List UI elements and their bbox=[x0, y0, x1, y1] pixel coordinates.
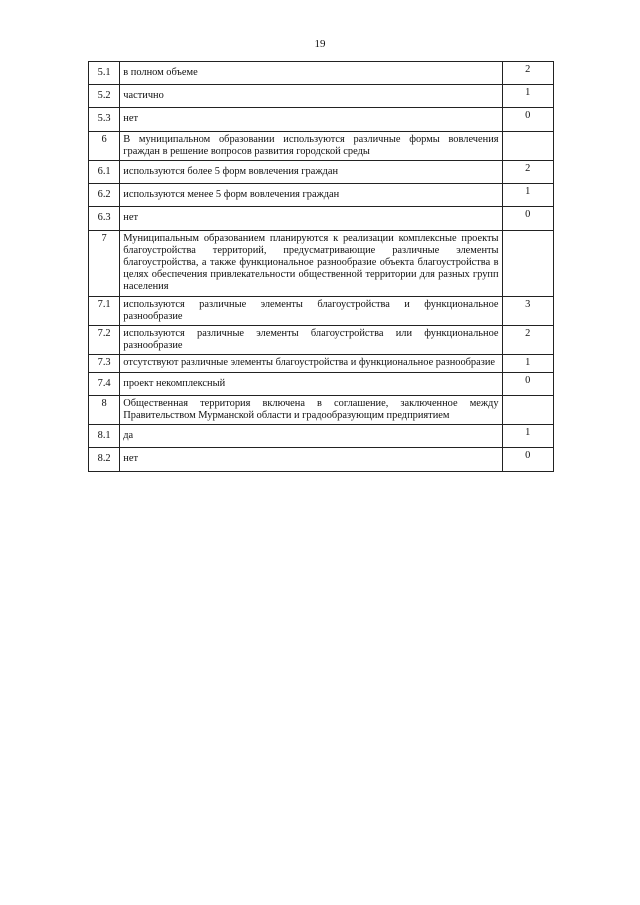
criteria-table bbox=[88, 61, 554, 472]
row-text: используются различные элементы благоустройства и функциональное разнообразие bbox=[120, 296, 502, 325]
row-number: 5.1 bbox=[89, 62, 120, 85]
row-text: Муниципальным образованием планируются к реализации комплексные проекты благоустройства территорий, предусматривающие различные элементы благоустройства, а также функциональное разнообразие объекта благоустройства в целях обеспечения привлекательности общественной территории для разных групп населения bbox=[120, 230, 502, 296]
row-score: 1 bbox=[502, 85, 553, 108]
row-score bbox=[502, 131, 553, 160]
table-row bbox=[89, 326, 554, 355]
row-text: в полном объеме bbox=[120, 62, 502, 85]
table-row bbox=[89, 161, 554, 184]
row-text: да bbox=[120, 425, 502, 448]
row-score bbox=[502, 230, 553, 296]
table-row bbox=[89, 62, 554, 85]
row-score: 3 bbox=[502, 296, 553, 325]
row-score: 2 bbox=[502, 161, 553, 184]
row-number: 7.4 bbox=[89, 372, 120, 395]
row-number: 6.1 bbox=[89, 161, 120, 184]
row-text: используются различные элементы благоустройства или функциональное разнообразие bbox=[120, 326, 502, 355]
row-number: 7.1 bbox=[89, 296, 120, 325]
row-score: 0 bbox=[502, 207, 553, 230]
row-score: 0 bbox=[502, 108, 553, 131]
table-row-header bbox=[89, 230, 554, 296]
row-number: 7 bbox=[89, 230, 120, 296]
row-score: 1 bbox=[502, 425, 553, 448]
row-number: 7.3 bbox=[89, 355, 120, 372]
row-number: 6.3 bbox=[89, 207, 120, 230]
row-score: 0 bbox=[502, 448, 553, 471]
table-row bbox=[89, 85, 554, 108]
table-row bbox=[89, 425, 554, 448]
table-row bbox=[89, 448, 554, 471]
table-row bbox=[89, 355, 554, 372]
row-number: 7.2 bbox=[89, 326, 120, 355]
table-row bbox=[89, 184, 554, 207]
row-score: 2 bbox=[502, 326, 553, 355]
row-text: проект некомплексный bbox=[120, 372, 502, 395]
row-number: 8.1 bbox=[89, 425, 120, 448]
table-row-header bbox=[89, 395, 554, 424]
row-text: отсутствуют различные элементы благоустройства и функциональное разнообразие bbox=[120, 355, 502, 372]
row-score: 1 bbox=[502, 355, 553, 372]
row-text: нет bbox=[120, 448, 502, 471]
row-score: 2 bbox=[502, 62, 553, 85]
row-number: 6 bbox=[89, 131, 120, 160]
row-text: нет bbox=[120, 108, 502, 131]
table-row-header bbox=[89, 131, 554, 160]
row-text: используются менее 5 форм вовлечения граждан bbox=[120, 184, 502, 207]
table-row bbox=[89, 296, 554, 325]
row-score: 1 bbox=[502, 184, 553, 207]
row-number: 6.2 bbox=[89, 184, 120, 207]
row-text: используются более 5 форм вовлечения граждан bbox=[120, 161, 502, 184]
row-number: 8 bbox=[89, 395, 120, 424]
row-text: нет bbox=[120, 207, 502, 230]
row-number: 8.2 bbox=[89, 448, 120, 471]
page-number: 19 bbox=[314, 38, 326, 50]
table-row bbox=[89, 207, 554, 230]
row-score: 0 bbox=[502, 372, 553, 395]
row-number: 5.2 bbox=[89, 85, 120, 108]
row-score bbox=[502, 395, 553, 424]
row-text: частично bbox=[120, 85, 502, 108]
row-number: 5.3 bbox=[89, 108, 120, 131]
row-text: Общественная территория включена в соглашение, заключенное между Правительством Мурманской области и градообразующим предприятием bbox=[120, 395, 502, 424]
table-row bbox=[89, 372, 554, 395]
table-row bbox=[89, 108, 554, 131]
row-text: В муниципальном образовании используются различные формы вовлечения граждан в решение вопросов развития городской среды bbox=[120, 131, 502, 160]
